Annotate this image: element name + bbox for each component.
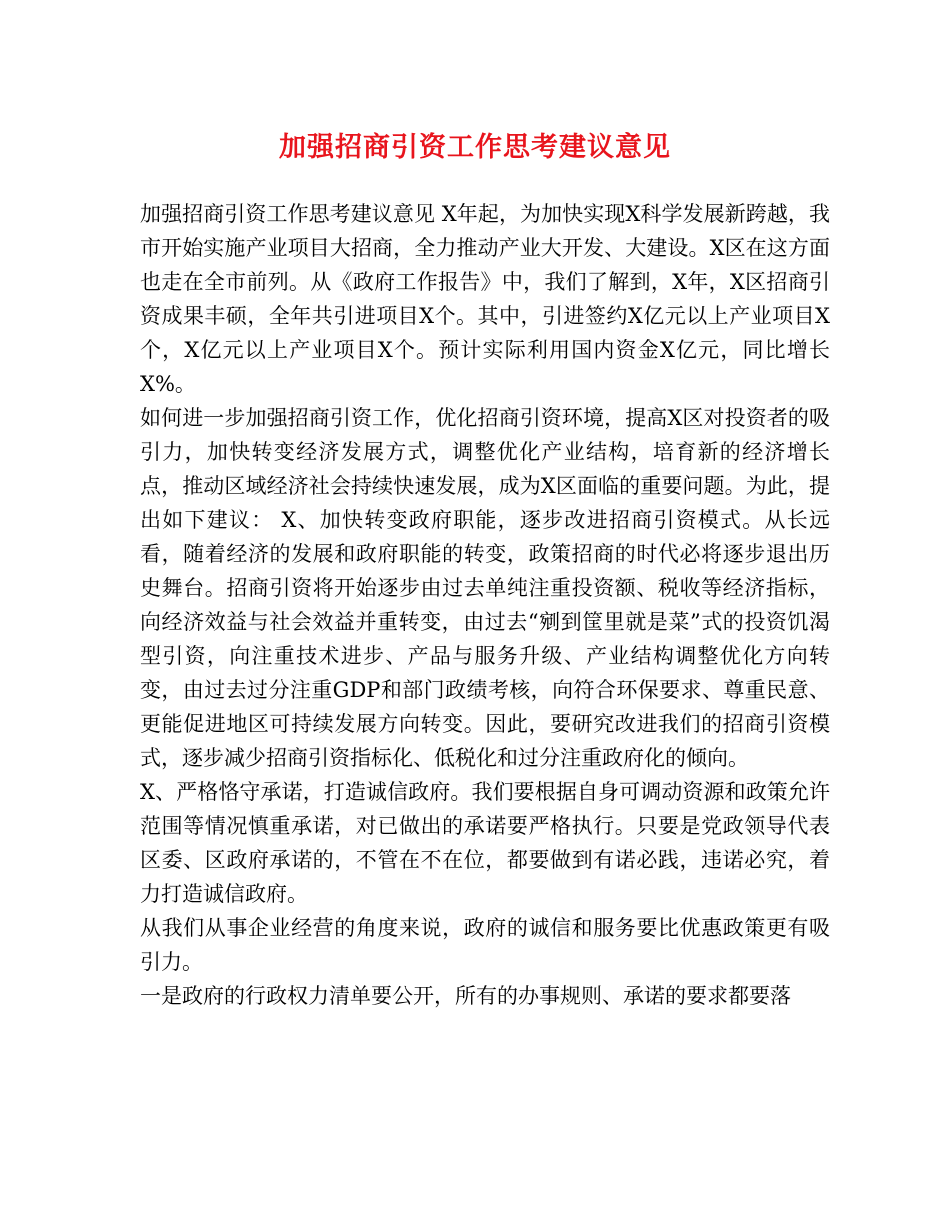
paragraph-4: 从我们从事企业经营的角度来说，政府的诚信和服务要比优惠政策更有吸引力。 bbox=[140, 916, 830, 974]
paragraph-2: 如何进一步加强招商引资工作，优化招商引资环境，提高X区对投资者的吸引力，加快转变经济发展方式，调整优化产业结构，培育新的经济增长点，推动区域经济社会持续快速发展，成为X区面临的重要问题。为此，提出如下建议： X、加快转变政府职能，逐步改进招商引资模式。从长远看，随着经济的发展和政府职能的转变，政策招商的时代必将逐步退出历史舞台。招商引资将开始逐步由过去单纯注重投资额、税收等经济指标，向经济效益与社会效益并重转变，由过去“剜到筐里就是菜”式的投资饥渴型引资，向注重技术进步、产品与服务升级、产业结构调整优化方向转变，由过去过分注重GDP和部门政绩考核，向符合环保要求、尊重民意、更能促进地区可持续发展方向转变。因此，要研究改进我们的招商引资模式，逐步减少招商引资指标化、低税化和过分注重政府化的倾向。 bbox=[140, 406, 830, 770]
paragraph-3: X、严格恪守承诺，打造诚信政府。我们要根据自身可调动资源和政策允许范围等情况慎重承诺，对已做出的承诺要严格执行。只要是党政领导代表区委、区政府承诺的，不管在不在位，都要做到有诺必践，违诺必究，着力打造诚信政府。 bbox=[140, 780, 830, 906]
document-title: 加强招商引资工作思考建议意见 bbox=[279, 132, 671, 163]
paragraph-5: 一是政府的行政权力清单要公开，所有的办事规则、承诺的要求都要落 bbox=[140, 984, 791, 1008]
document-body bbox=[140, 197, 830, 1013]
paragraph-1: 加强招商引资工作思考建议意见 X年起，为加快实现X科学发展新跨越，我市开始实施产业项目大招商，全力推动产业大开发、大建设。X区在这方面也走在全市前列。从《政府工作报告》中，我们了解到，X年，X区招商引资成果丰硕，全年共引进项目X个。其中，引进签约X亿元以上产业项目X个，X亿元以上产业项目X个。预计实际利用国内资金X亿元，同比增长X%。 bbox=[140, 202, 830, 396]
